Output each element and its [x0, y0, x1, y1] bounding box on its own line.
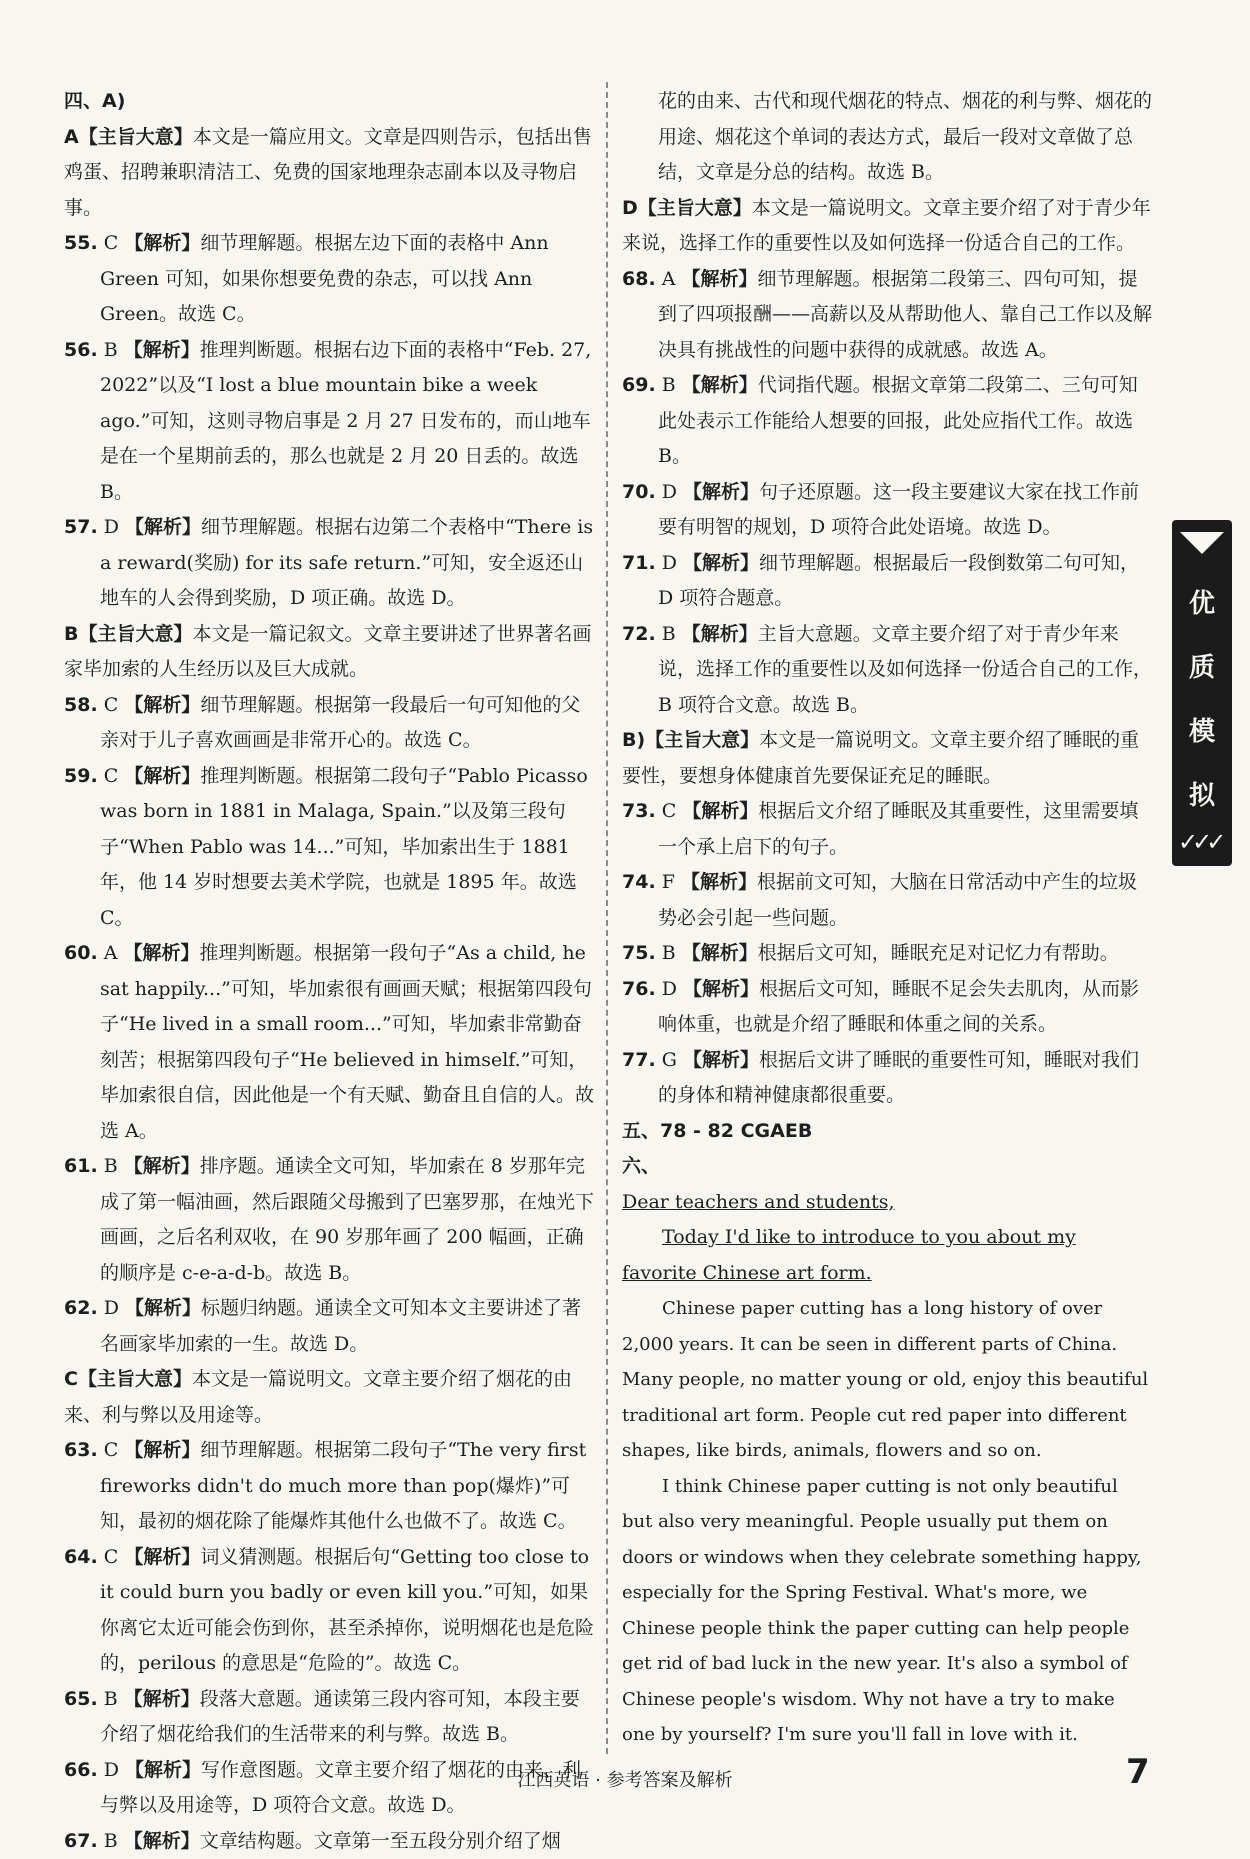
page-footer: 江西英语 · 参考答案及解析 [0, 1766, 1250, 1792]
summary-D: D【主旨大意】本文是一篇说明文。文章主要介绍了对于青少年来说，选择工作的重要性以及如何选择一份适合自己的工作。 [622, 191, 1152, 262]
answer-58: 58. C 【解析】细节理解题。根据第一段最后一句可知他的父亲对于儿子喜欢画画是非常开心的。故选 C。 [64, 688, 594, 759]
summary-B: B【主旨大意】本文是一篇记叙文。文章主要讲述了世界著名画家毕加索的人生经历以及巨大成就。 [64, 617, 594, 688]
page-number: 7 [1126, 1752, 1150, 1792]
letter-greeting: Dear teachers and students, [622, 1185, 1152, 1221]
sidebar-tab [1172, 520, 1232, 866]
answer-61: 61. B 【解析】排序题。通读全文可知，毕加索在 8 岁那年完成了第一幅油画，然后跟随父母搬到了巴塞罗那，在烛光下画画，之后名利双收，在 90 岁那年画了 200 幅画，正确的顺序是 c-e-a-d-b。故选 B。 [64, 1149, 594, 1291]
answer-68: 68. A 【解析】细节理解题。根据第二段第三、四句可知，提到了四项报酬——高薪以及从帮助他人、靠自己工作以及解决具有挑战性的问题中获得的成就感。故选 A。 [622, 262, 1152, 369]
answer-76: 76. D 【解析】根据后文可知，睡眠不足会失去肌肉，从而影响体重，也就是介绍了睡眠和体重之间的关系。 [622, 972, 1152, 1043]
answer-60: 60. A 【解析】推理判断题。根据第一段句子“As a child, he sat happily...”可知，毕加索很有画画天赋；根据第四段句子“He lived in a small room...”可知，毕加索非常勤奋刻苦；根据第四段句子“He believed in himself.”可知，毕加索很自信，因此他是一个有天赋、勤奋且自信的人。故选 A。 [64, 936, 594, 1149]
summary-A: A【主旨大意】本文是一篇应用文。文章是四则告示，包括出售鸡蛋、招聘兼职清洁工、免费的国家地理杂志副本以及寻物启事。 [64, 120, 594, 227]
summary-C: C【主旨大意】本文是一篇说明文。文章主要介绍了烟花的由来、利与弊以及用途等。 [64, 1362, 594, 1433]
answer-57: 57. D 【解析】细节理解题。根据右边第二个表格中“There is a reward(奖励) for its safe return.”可知，安全返还山地车的人会得到奖励，D 项正确。故选 D。 [64, 510, 594, 617]
section-6-heading: 六、 [622, 1149, 1152, 1185]
answer-66: 66. D 【解析】写作意图题。文章主要介绍了烟花的由来、利与弊以及用途等，D 项符合文意。故选 D。 [64, 1753, 594, 1824]
triangle-icon [1180, 532, 1224, 554]
letter-paragraph-2: I think Chinese paper cutting is not only beautiful but also very meaningful. People usually put them on doors or windows when they celebrate something happy, especially for the Spring Festival. What's more, we Chinese people think the paper cutting can help people get rid of bad luck in the new year. It's also a symbol of Chinese people's wisdom. Why not have a try to make one by yourself? I'm sure you'll fall in love with it. [622, 1469, 1152, 1753]
column-divider [606, 82, 608, 1754]
answer-67: 67. B 【解析】文章结构题。文章第一至五段分别介绍了烟 [64, 1824, 594, 1859]
answer-59: 59. C 【解析】推理判断题。根据第二段句子“Pablo Picasso was born in 1881 in Malaga, Spain.”以及第三段句子“When Pablo was 14...”可知，毕加索出生于 1881 年，他 14 岁时想要去美术学院，也就是 1895 年。故选 C。 [64, 759, 594, 937]
answer-70: 70. D 【解析】句子还原题。这一段主要建议大家在找工作前要有明智的规划，D 项符合此处语境。故选 D。 [622, 475, 1152, 546]
answer-75: 75. B 【解析】根据后文可知，睡眠充足对记忆力有帮助。 [622, 936, 1152, 972]
letter-intro: Today I'd like to introduce to you about my favorite Chinese art form. [622, 1220, 1152, 1291]
section-5-answers: 五、78 - 82 CGAEB [622, 1114, 1152, 1150]
section-heading-4: 四、A) [64, 84, 594, 120]
left-column [64, 84, 594, 1859]
answer-63: 63. C 【解析】细节理解题。根据第二段句子“The very first fireworks didn't do much more than pop(爆炸)”可知，最初的烟花除了能爆炸其他什么也做不了。故选 C。 [64, 1433, 594, 1540]
answer-71: 71. D 【解析】细节理解题。根据最后一段倒数第二句可知，D 项符合题意。 [622, 546, 1152, 617]
answer-55: 55. C 【解析】细节理解题。根据左边下面的表格中 Ann Green 可知，如果你想要免费的杂志，可以找 Ann Green。故选 C。 [64, 226, 594, 333]
answer-77: 77. G 【解析】根据后文讲了睡眠的重要性可知，睡眠对我们的身体和精神健康都很重要。 [622, 1043, 1152, 1114]
sidebar-label [1172, 572, 1232, 828]
sidebar-char-4: 拟 [1172, 764, 1232, 828]
letter-paragraph-1: Chinese paper cutting has a long history of over 2,000 years. It can be seen in different parts of China. Many people, no matter young or old, enjoy this beautiful traditional art form. People cut red paper into different shapes, like birds, animals, flowers and so on. [622, 1291, 1152, 1469]
answer-74: 74. F 【解析】根据前文可知，大脑在日常活动中产生的垃圾势必会引起一些问题。 [622, 865, 1152, 936]
sidebar-char-1: 优 [1172, 572, 1232, 636]
check-icon: ✓✓✓ [1178, 828, 1220, 856]
answer-73: 73. C 【解析】根据后文介绍了睡眠及其重要性，这里需要填一个承上启下的句子。 [622, 794, 1152, 865]
answer-67-continued: 花的由来、古代和现代烟花的特点、烟花的利与弊、烟花的用途、烟花这个单词的表达方式，最后一段对文章做了总结，文章是分总的结构。故选 B。 [622, 84, 1152, 191]
answer-64: 64. C 【解析】词义猜测题。根据后句“Getting too close to it could burn you badly or even kill you.”可知，如果你离它太近可能会伤到你，甚至杀掉你，说明烟花也是危险的，perilous 的意思是“危险的”。故选 C。 [64, 1540, 594, 1682]
sidebar-char-3: 模 [1172, 700, 1232, 764]
answer-62: 62. D 【解析】标题归纳题。通读全文可知本文主要讲述了著名画家毕加索的一生。故选 D。 [64, 1291, 594, 1362]
answer-69: 69. B 【解析】代词指代题。根据文章第二段第二、三句可知此处表示工作能给人想要的回报，此处应指代工作。故选 B。 [622, 368, 1152, 475]
summary-B-part: B)【主旨大意】本文是一篇说明文。文章主要介绍了睡眠的重要性，要想身体健康首先要保证充足的睡眠。 [622, 723, 1152, 794]
answer-72: 72. B 【解析】主旨大意题。文章主要介绍了对于青少年来说，选择工作的重要性以及如何选择一份适合自己的工作，B 项符合文意。故选 B。 [622, 617, 1152, 724]
answer-56: 56. B 【解析】推理判断题。根据右边下面的表格中“Feb. 27, 2022”以及“I lost a blue mountain bike a week ago.”可知，这则寻物启事是 2 月 27 日发布的，而山地车是在一个星期前丢的，那么也就是 2 月 20 日丢的。故选 B。 [64, 333, 594, 511]
answer-65: 65. B 【解析】段落大意题。通读第三段内容可知，本段主要介绍了烟花给我们的生活带来的利与弊。故选 B。 [64, 1682, 594, 1753]
right-column [622, 84, 1152, 1753]
sidebar-char-2: 质 [1172, 636, 1232, 700]
